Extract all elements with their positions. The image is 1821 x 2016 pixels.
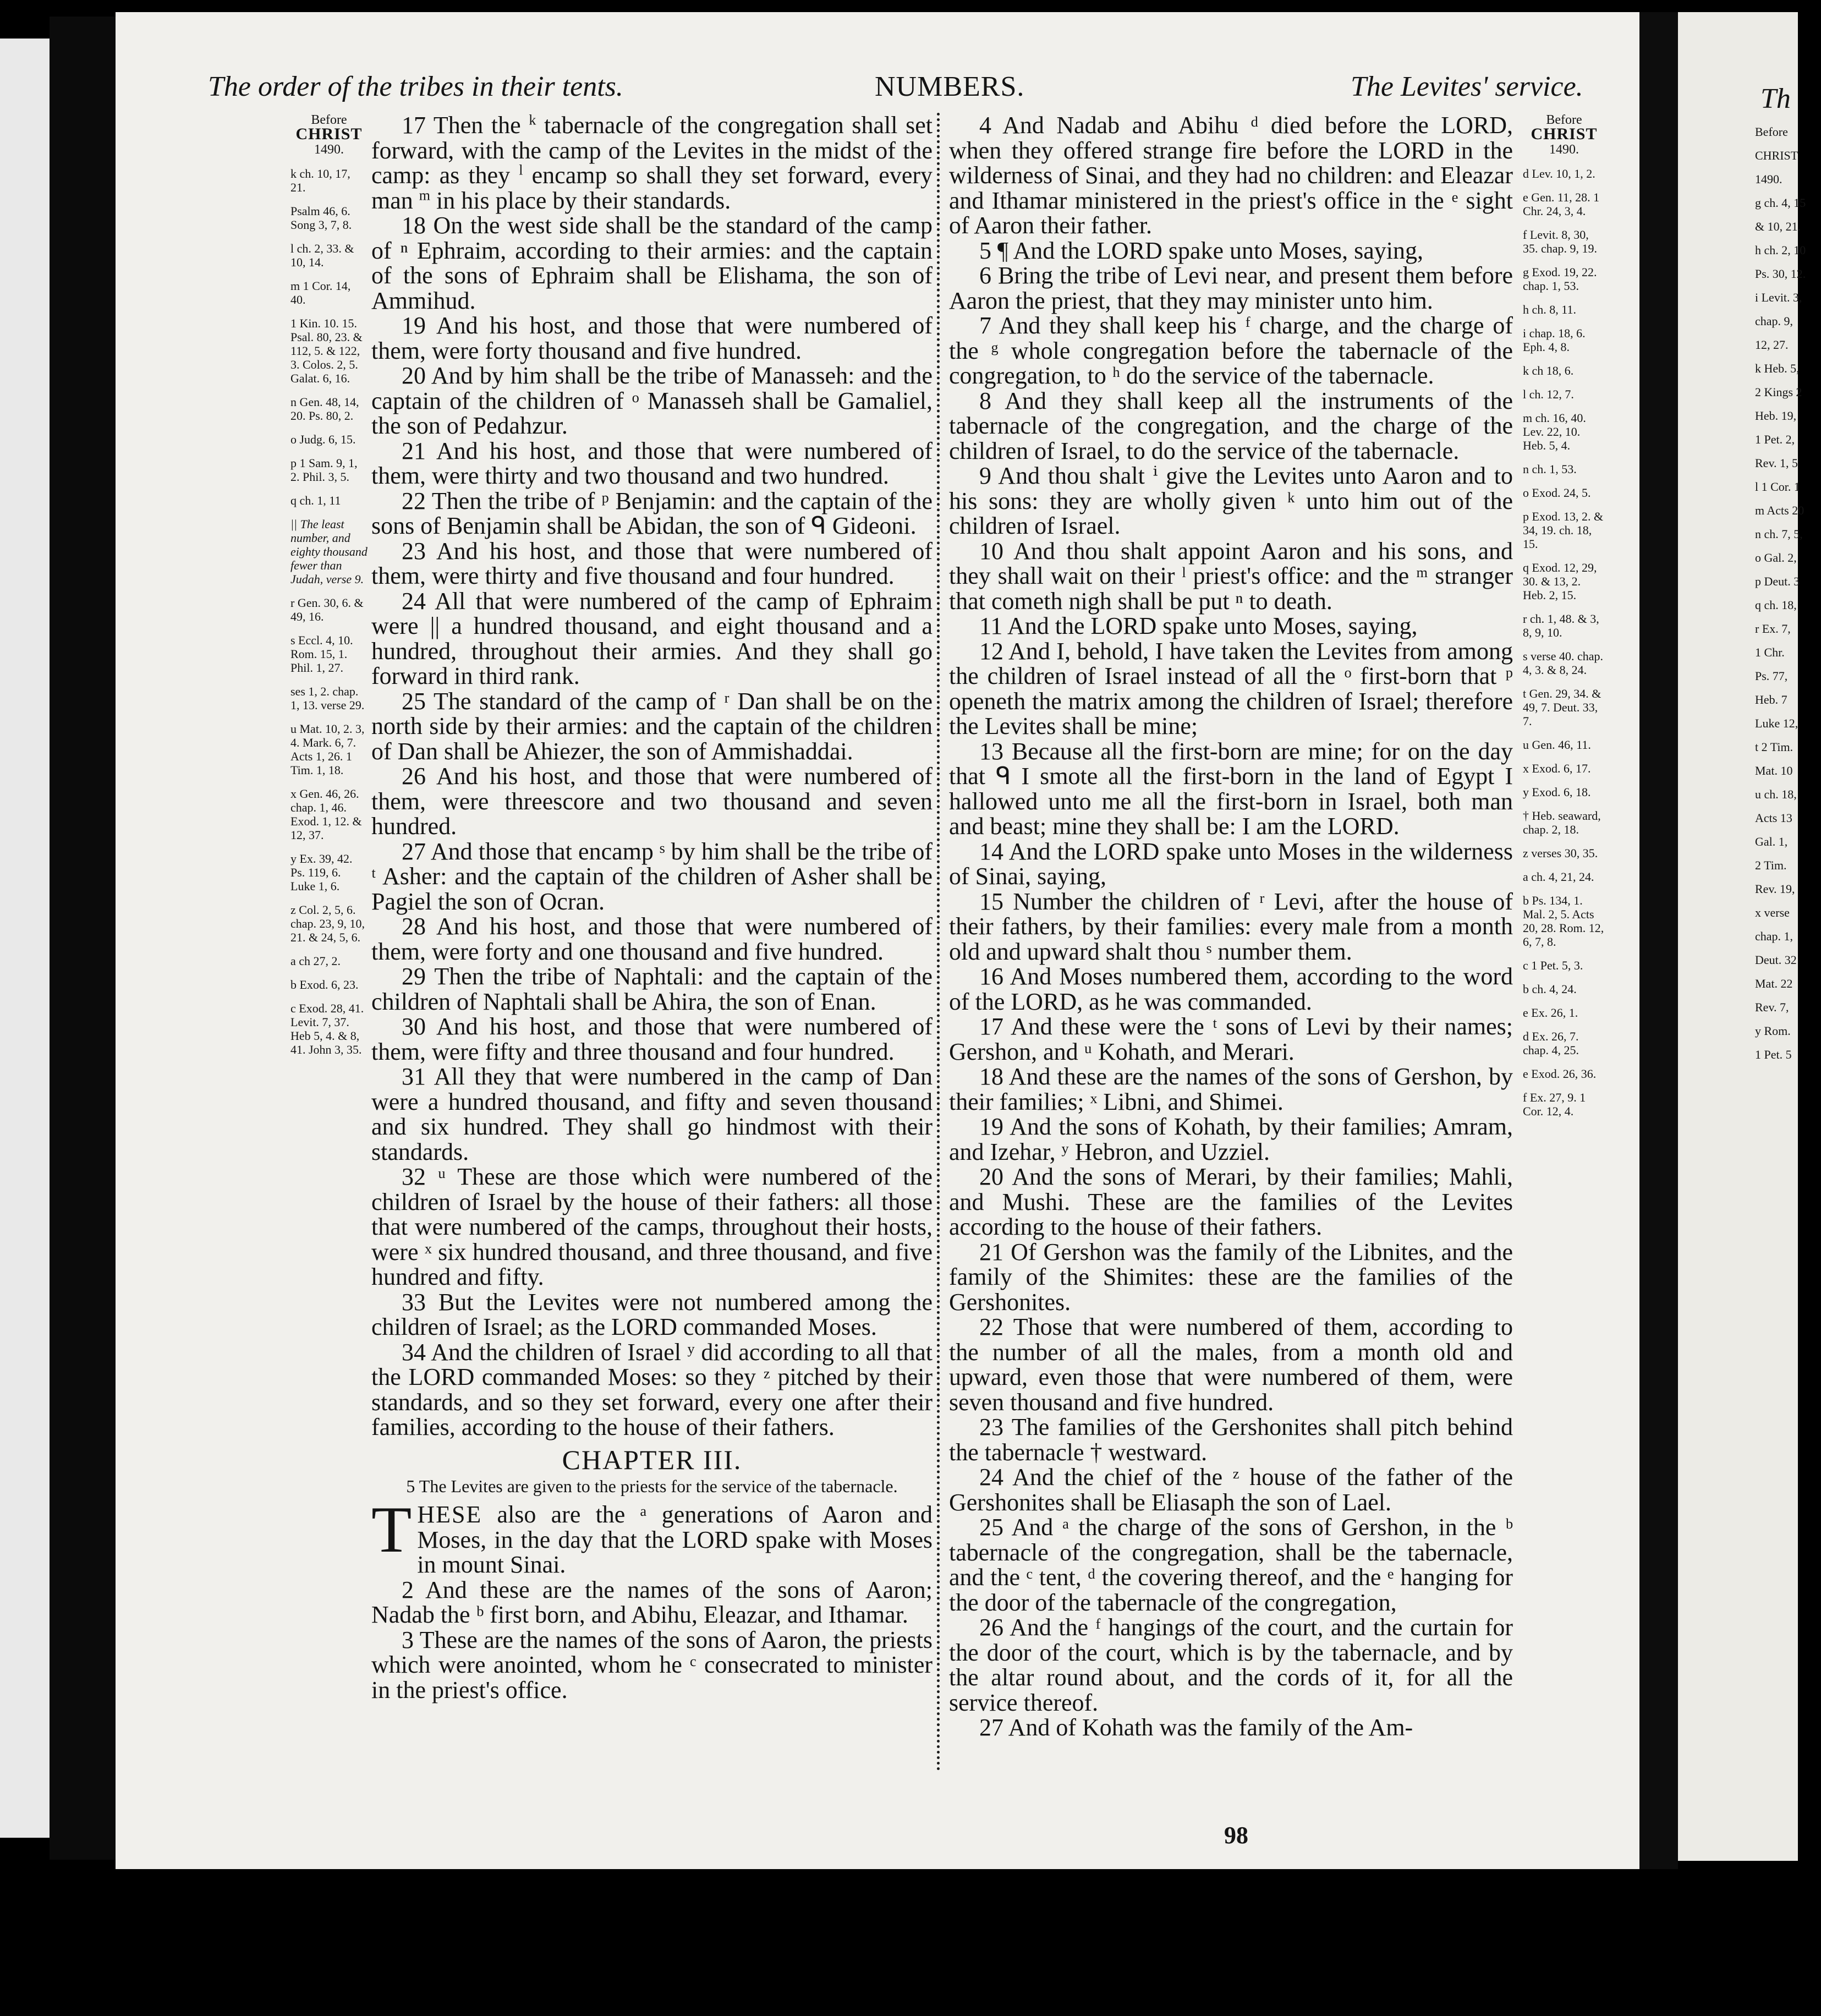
left-margin-notes (290, 113, 368, 1066)
margin-reference: Before (1755, 125, 1788, 139)
next-page-edge (1678, 12, 1806, 1861)
verse-number: 32 (402, 1163, 426, 1190)
verse-23 (949, 1415, 1513, 1465)
margin-reference: Psalm 46, 6. Song 3, 7, 8. (290, 204, 352, 232)
margin-reference: Gal. 1, (1755, 835, 1788, 848)
verse-22 (949, 1314, 1513, 1415)
margin-reference: 1 Pet. 5 (1755, 1048, 1792, 1061)
column-divider (937, 113, 940, 1772)
margin-reference: 1 Chr. (1755, 645, 1785, 659)
margin-reference: Rev. 1, 5 (1755, 456, 1798, 470)
margin-reference: q ch. 1, 11 (290, 494, 341, 507)
verse-text: And Nadab and Abihu ᵈ died before the LORD, when they offered strange fire before the LORD in the wilderness of Sinai, and they had no children: and Eleazar and Ithamar ministered in the priest's office in the ᵉ sight of Aaron their father. (949, 112, 1513, 239)
verse-number: 25 (979, 1514, 1003, 1541)
verse-number: 24 (402, 587, 426, 615)
margin-reference: s verse 40. chap. 4, 3. & 8, 24. (1523, 649, 1604, 677)
verse-number: 12 (979, 637, 1003, 665)
verse-number: 25 (402, 687, 426, 715)
running-header-right: The Levites' service. (1351, 71, 1583, 102)
binding-shadow (50, 17, 116, 1860)
verse-6 (949, 263, 1513, 313)
verse-text: All they that were numbered in the camp of Dan were a hundred thousand, and fifty and seven thousand and six hundred. They shall go hindmost with their standards. (371, 1063, 933, 1165)
verse-19 (371, 313, 933, 363)
verse-number: 21 (979, 1238, 1003, 1266)
verse-text: Number the children of ʳ Levi, after the house of their fathers, by their families: every male from a month old and upward shalt thou ˢ number them. (949, 888, 1513, 965)
verse-number: 26 (979, 1614, 1003, 1641)
verse-text: The standard of the camp of ʳ Dan shall be on the north side by their armies: and the captain of the children of Dan shall be Ahiezer, the son of Ammishaddai. (371, 687, 933, 765)
margin-reference: o Judg. 6, 15. (290, 432, 356, 446)
verse-33 (371, 1290, 933, 1340)
margin-reference: g Exod. 19, 22. chap. 1, 53. (1523, 265, 1597, 293)
verse-7 (949, 313, 1513, 388)
verse-20 (949, 1164, 1513, 1240)
next-page-margin-notes (1755, 125, 1821, 1071)
margin-reference: Ps. 30, 12. (1755, 267, 1806, 281)
verse-number: 17 (979, 1013, 1003, 1040)
page-number: 98 (1224, 1822, 1248, 1849)
margin-reference: 2 Kings 2 (1755, 385, 1802, 399)
margin-reference-list (290, 167, 368, 1056)
margin-reference: 1 Kin. 10. 15. Psal. 80, 23. & 112, 5. & 122, 3. Colos. 2, 5. Galat. 6, 16. (290, 316, 363, 385)
verse-17 (371, 113, 933, 213)
verse-number: 19 (402, 312, 426, 339)
margin-reference: a ch. 4, 21, 24. (1523, 870, 1594, 884)
verse-number: 18 (402, 212, 426, 239)
right-margin-notes (1523, 113, 1605, 1128)
verse-text: And Moses numbered them, according to the word of the LORD, as he was commanded. (949, 963, 1513, 1015)
verse-13 (949, 739, 1513, 839)
margin-reference: d Ex. 26, 7. chap. 4, 25. (1523, 1029, 1579, 1057)
verse-26 (371, 764, 933, 839)
verse-number: 5 (979, 237, 991, 264)
verse-21 (371, 439, 933, 489)
verse-number: 11 (979, 612, 1003, 639)
margin-reference: u ch. 18, (1755, 787, 1797, 801)
margin-reference: t 2 Tim. (1755, 740, 1793, 754)
verse-29 (371, 964, 933, 1014)
verse-text: And these were the ᵗ sons of Levi by their names; Gershon, and ᵘ Kohath, and Merari. (949, 1013, 1513, 1065)
verse-number: 19 (979, 1113, 1003, 1140)
verse-25 (371, 689, 933, 764)
previous-page-edge (0, 39, 50, 1838)
verse-list (371, 1577, 933, 1703)
margin-reference: m Acts 20 (1755, 503, 1804, 517)
margin-reference: 1490. (1755, 172, 1782, 186)
cross-reference-mark: l (519, 162, 523, 178)
margin-reference: m ch. 16, 40. Lev. 22, 10. Heb. 5, 4. (1523, 411, 1586, 452)
era-marker: Before CHRIST 1490. (1531, 113, 1598, 157)
margin-reference: l 1 Cor. 1 (1755, 480, 1800, 494)
margin-reference: q ch. 18, (1755, 598, 1797, 612)
running-header-left: The order of the tribes in their tents. (208, 71, 623, 102)
verse-text: And the ᶠ hangings of the court, and the curtain for the door of the court, which is by the tabernacle, and by the altar round about, and the cords of it, for all the service thereof. (949, 1614, 1513, 1716)
verse-text: Those that were numbered of them, according to the number of all the males, from a month old and upward, even those that were numbered of them, were seven thousand and five hundred. (949, 1313, 1513, 1416)
verse-24 (371, 589, 933, 689)
verse-text: The families of the Gershonites shall pitch behind the tabernacle † westward. (949, 1414, 1513, 1466)
margin-reference: z verses 30, 35. (1523, 846, 1598, 860)
verse-number: 6 (979, 262, 991, 289)
verse-text: And the sons of Kohath, by their families; Amram, and Izehar, ʸ Hebron, and Uzziel. (949, 1113, 1513, 1165)
margin-reference: m 1 Cor. 14, 40. (290, 279, 351, 306)
verse-number: 9 (979, 462, 991, 489)
verse-number: 13 (979, 737, 1003, 765)
margin-reference: r ch. 1, 48. & 3, 8, 9, 10. (1523, 612, 1599, 639)
verse-text: tabernacle of the congregation shall set forward, with the camp of the Levites in the midst of the camp: as they (371, 112, 933, 189)
verse-number: 23 (979, 1414, 1003, 1440)
margin-reference: q Exod. 12, 29, 30. & 13, 2. Heb. 2, 15. (1523, 561, 1597, 602)
verse-list (949, 113, 1513, 1740)
running-header-book: NUMBERS. (875, 71, 1025, 102)
verse-number: 20 (402, 362, 426, 389)
verse-number: 17 (402, 112, 426, 139)
verse-number: 3 (402, 1626, 414, 1653)
margin-reference: ses 1, 2. chap. 1, 13. verse 29. (290, 684, 365, 712)
margin-reference: x Gen. 46, 26. chap. 1, 46. Exod. 1, 12. & 12, 37. (290, 787, 362, 842)
verse-text: And his host, and those that were numbered of them, were forty thousand and five hundred. (371, 312, 933, 364)
verse-4 (949, 113, 1513, 238)
cross-reference-mark: m (419, 187, 430, 203)
verse-number: 24 (979, 1464, 1003, 1491)
verse-3 (371, 1628, 933, 1703)
margin-reference: Heb. 7 (1755, 693, 1787, 706)
verse-text: And by him shall be the tribe of Manasseh: and the captain of the children of ᵒ Manasseh shall be Gamaliel, the son of Pedahzur. (371, 362, 933, 439)
verse-text: And these are the names of the sons of Gershon, by their families; ˣ Libni, and Shimei. (949, 1063, 1513, 1115)
verse-number: 27 (402, 837, 426, 865)
era-marker: Before CHRIST 1490. (295, 113, 363, 157)
page-gutter (1639, 12, 1678, 1869)
margin-reference: i chap. 18, 6. Eph. 4, 8. (1523, 326, 1586, 354)
verse-number: 16 (979, 963, 1003, 990)
verse-number: 2 (402, 1576, 414, 1603)
margin-reference: † Heb. seaward, chap. 2, 18. (1523, 809, 1601, 836)
verse-22 (371, 489, 933, 539)
margin-reference: h ch. 2, 10 (1755, 243, 1806, 257)
margin-reference: y Exod. 6, 18. (1523, 785, 1591, 799)
verse-text: Then the tribe of Naphtali: and the captain of the children of Naphtali shall be Ahira, the son of Enan. (371, 963, 933, 1015)
verse-number: 29 (402, 963, 426, 990)
verse-text: And his host, and those that were numbered of them, were thirty and two thousand and two hundred. (371, 437, 933, 489)
verse-text: And his host, and those that were numbered of them, were thirty and five thousand and four hundred. (371, 537, 933, 589)
margin-reference: 2 Tim. (1755, 858, 1787, 872)
verse-number: 31 (402, 1063, 426, 1090)
margin-reference: i Levit. 3, (1755, 291, 1802, 304)
margin-reference: Luke 12, (1755, 716, 1798, 730)
margin-reference: c Exod. 28, 41. Levit. 7, 37. Heb 5, 4. & 8, 41. John 3, 35. (290, 1001, 364, 1056)
margin-reference: b Ps. 134, 1. Mal. 2, 5. Acts 20, 28. Rom. 12, 6, 7, 8. (1523, 894, 1604, 949)
verse-number: 4 (979, 112, 991, 139)
margin-reference: p Exod. 13, 2. & 34, 19. ch. 18, 15. (1523, 510, 1604, 551)
verse-15 (949, 889, 1513, 965)
verse-number: 8 (979, 387, 991, 414)
verse-11 (949, 613, 1513, 639)
verse-text: And they shall keep his ᶠ charge, and the charge of the ᵍ whole congregation before the tabernacle of the congregation, to ʰ do the service of the tabernacle. (949, 312, 1513, 389)
text-column-left (371, 113, 933, 1702)
verse-17 (949, 1014, 1513, 1064)
margin-reference: f Levit. 8, 30, 35. chap. 9, 19. (1523, 228, 1598, 255)
margin-reference: 12, 27. (1755, 338, 1789, 352)
verse-list (371, 113, 933, 1440)
margin-reference: c 1 Pet. 5, 3. (1523, 958, 1583, 972)
verse-12 (949, 639, 1513, 739)
margin-reference: p 1 Sam. 9, 1, 2. Phil. 3, 5. (290, 456, 358, 484)
margin-reference: b Exod. 6, 23. (290, 978, 359, 991)
verse-text: ᵘ These are those which were numbered of the children of Israel by the house of their fathers: all those that were numbered of the camps, throughout their hosts, were ˣ six hundred thousand, and three thousand, and five hundred and fifty. (371, 1163, 933, 1290)
text-column-right (949, 113, 1513, 1740)
margin-reference: g ch. 4, 15 (1755, 196, 1806, 210)
verse-number: 34 (402, 1338, 426, 1366)
margin-reference: & 10, 21. (1755, 220, 1801, 233)
verse-number: 30 (402, 1013, 426, 1040)
verse-number: 22 (402, 487, 426, 514)
verse-2 (371, 1577, 933, 1628)
verse-number: 22 (979, 1313, 1003, 1340)
margin-reference: y Rom. (1755, 1024, 1791, 1038)
verse-number: 33 (402, 1288, 426, 1316)
verse-text: in his place by their standards. (430, 187, 731, 214)
verse-number: 15 (979, 888, 1003, 915)
margin-reference: CHRIST (1755, 149, 1798, 162)
verse-text: All that were numbered of the camp of Ephraim were || a hundred thousand, and eight thousand and a hundred, throughout their armies. And they shall go forward in third rank. (371, 587, 933, 689)
verse-text: On the west side shall be the standard of the camp of ⁿ Ephraim, according to their armies: and the captain of the sons of Ephraim shall be Elishama, the son of Ammihud. (371, 212, 933, 314)
margin-reference: r Ex. 7, (1755, 622, 1791, 636)
margin-reference: l ch. 12, 7. (1523, 387, 1574, 401)
verse-text: And they shall keep all the instruments of the tabernacle of the congregation, and the charge of the children of Israel, to do the service of the tabernacle. (949, 387, 1513, 464)
margin-reference: Heb. 19, (1755, 409, 1797, 423)
verse-number: 21 (402, 437, 426, 464)
verse-9 (949, 463, 1513, 539)
verse-34 (371, 1340, 933, 1440)
verse-number: 10 (979, 537, 1003, 565)
margin-reference: n Gen. 48, 14, 20. Ps. 80, 2. (290, 395, 359, 423)
margin-reference: p Deut. 3 (1755, 574, 1800, 588)
verse-text: And the children of Israel ʸ did according to all that the LORD commanded Moses: so they ᶻ pitched by their standards, and so they set forward, every one after their families, according to the house of their fathers. (371, 1338, 933, 1440)
verse-23 (371, 539, 933, 589)
verse-31 (371, 1064, 933, 1164)
verse-32 (371, 1164, 933, 1290)
margin-reference: Rev. 7, (1755, 1000, 1789, 1014)
margin-reference: r Gen. 30, 6. & 49, 16. (290, 596, 364, 623)
margin-reference: chap. 9, (1755, 314, 1793, 328)
verse-text: And his host, and those that were numbered of them, were fifty and three thousand and four hundred. (371, 1013, 933, 1065)
chapter-heading: CHAPTER III. (562, 1444, 742, 1475)
margin-reference: a ch 27, 2. (290, 954, 341, 968)
margin-reference: s Eccl. 4, 10. Rom. 15, 1. Phil. 1, 27. (290, 633, 353, 675)
margin-reference: f Ex. 27, 9. 1 Cor. 12, 4. (1523, 1091, 1586, 1118)
verse-18 (371, 213, 933, 313)
verse-text: And his host, and those that were numbered of them, were threescore and two thousand and seven hundred. (371, 763, 933, 840)
verse-number: 28 (402, 913, 426, 940)
verse-text: Then the (433, 112, 529, 139)
verse-text: And I, behold, I have taken the Levites from among the children of Israel instead of all the ᵒ first-born that ᵖ openeth the matrix among the children of Israel; therefore the Levites shall be mine; (949, 637, 1513, 739)
verse-text: And these are the names of the sons of Aaron; Nadab the ᵇ first born, and Abihu, Eleazar, and Ithamar. (371, 1576, 933, 1628)
opening-word: HESE (417, 1501, 482, 1528)
next-page-header: Th (1760, 83, 1791, 114)
verse-number: 20 (979, 1163, 1003, 1190)
margin-reference: Ps. 77, (1755, 669, 1788, 683)
margin-reference: Acts 13 (1755, 811, 1792, 825)
margin-reference: Mat. 22 (1755, 977, 1793, 990)
margin-reference: n ch. 1, 53. (1523, 462, 1577, 476)
margin-reference: h ch. 8, 11. (1523, 303, 1576, 316)
margin-reference: b ch. 4, 24. (1523, 982, 1577, 996)
verse-30 (371, 1014, 933, 1064)
margin-reference: k ch. 10, 17, 21. (290, 167, 350, 194)
verse-number: 26 (402, 763, 426, 790)
verse-14 (949, 839, 1513, 889)
verse-text: And the LORD spake unto Moses, saying, (1007, 612, 1418, 639)
verse-text: Because all the first-born are mine; for on the day that ᑫ I smote all the first-born in the land of Egypt I hallowed unto me all the first-born in Israel, both man and beast; mine they shall be: I am the LORD. (949, 737, 1513, 840)
verse-26 (949, 1615, 1513, 1715)
verse-text: And his host, and those that were numbered of them, were forty and one thousand and five hundred. (371, 913, 933, 965)
margin-reference: l ch. 2, 33. & 10, 14. (290, 242, 354, 269)
verse-10 (949, 539, 1513, 614)
margin-reference: e Gen. 11, 28. 1 Chr. 24, 3, 4. (1523, 190, 1600, 218)
verse-number: 14 (979, 837, 1003, 865)
verse-25 (949, 1515, 1513, 1615)
margin-reference: u Gen. 46, 11. (1523, 738, 1591, 752)
verse-text: And thou shalt ⁱ give the Levites unto Aaron and to his sons: they are wholly given ᵏ unto him out of the children of Israel. (949, 462, 1513, 539)
margin-reference: n ch. 7, 5, (1755, 527, 1803, 541)
margin-reference: u Mat. 10, 2. 3, 4. Mark. 6, 7. Acts 1, 26. 1 Tim. 1, 18. (290, 722, 365, 777)
verse-text: But the Levites were not numbered among the children of Israel; as the LORD commanded Moses. (371, 1288, 933, 1340)
opening-verse-text: also are the ᵃ generations of Aaron and Moses, in the day that the LORD spake with Moses in mount Sinai. (417, 1501, 933, 1578)
verse-text: ¶ And the LORD spake unto Moses, saying, (997, 237, 1423, 264)
verse-text: And ᵃ the charge of the sons of Gershon, in the ᵇ tabernacle of the congregation, shall be the tabernacle, and the ᶜ tent, ᵈ the covering thereof, and the ᵉ hanging for the door of the tabernacle of the congregation, (949, 1514, 1513, 1616)
verse-text: Of Gershon was the family of the Libnites, and the family of the Shimites: these are the families of the Gershonites. (949, 1238, 1513, 1316)
verse-text: And of Kohath was the family of the Am- (1008, 1714, 1413, 1741)
verse-text: Bring the tribe of Levi near, and present them before Aaron the priest, that they may minister unto him. (949, 262, 1513, 314)
margin-reference: o Gal. 2, (1755, 551, 1797, 565)
margin-reference: || The least number, and eighty thousand fewer than Judah, verse 9. (290, 517, 368, 586)
margin-reference: Deut. 32 (1755, 953, 1797, 967)
verse-number: 23 (402, 537, 426, 565)
verse-24 (949, 1465, 1513, 1515)
cross-reference-mark: k (529, 112, 536, 128)
verse-text: encamp so shall they set forward, every man (371, 162, 933, 214)
margin-reference: o Exod. 24, 5. (1523, 486, 1591, 500)
verse-text: And those that encamp ˢ by him shall be the tribe of ᵗ Asher: and the captain of the children of Asher shall be Pagiel the son of Ocran. (371, 837, 933, 915)
verse-number: 7 (979, 312, 991, 339)
verse-19 (949, 1114, 1513, 1164)
margin-reference: x verse (1755, 906, 1790, 919)
verse-28 (371, 914, 933, 964)
margin-reference-list (1523, 167, 1605, 1118)
margin-reference: y Ex. 39, 42. Ps. 119, 6. Luke 1, 6. (290, 852, 353, 893)
drop-cap: T (371, 1493, 412, 1566)
margin-reference: x Exod. 6, 17. (1523, 762, 1591, 775)
verse-number: 18 (979, 1063, 1003, 1090)
chapter-opening-verse (371, 1493, 933, 1578)
margin-reference: chap. 1, (1755, 929, 1793, 943)
margin-reference: Rev. 19, (1755, 882, 1795, 896)
verse-text: Then the tribe of ᵖ Benjamin: and the captain of the sons of Benjamin shall be Abidan, the son of ᑫ Gideoni. (371, 487, 933, 539)
verse-27 (371, 839, 933, 914)
margin-reference: e Ex. 26, 1. (1523, 1006, 1578, 1020)
verse-27 (949, 1715, 1513, 1740)
verse-text: And the chief of the ᶻ house of the father of the Gershonites shall be Eliasaph the son of Lael. (949, 1464, 1513, 1516)
margin-reference: k ch 18, 6. (1523, 364, 1574, 377)
verse-16 (949, 964, 1513, 1014)
verse-21 (949, 1240, 1513, 1315)
verse-8 (949, 388, 1513, 464)
verse-5 (949, 238, 1513, 264)
verse-text: These are the names of the sons of Aaron, the priests which were anointed, whom he ᶜ consecrated to minister in the priest's office. (371, 1626, 933, 1703)
verse-text: And the LORD spake unto Moses in the wilderness of Sinai, saying, (949, 837, 1513, 890)
margin-reference: e Exod. 26, 36. (1523, 1067, 1597, 1081)
margin-reference: k Heb. 5, (1755, 361, 1800, 375)
verse-number: 27 (979, 1714, 1003, 1741)
verse-20 (371, 363, 933, 439)
verse-text: And thou shalt appoint Aaron and his sons, and they shall wait on their ˡ priest's office: and the ᵐ stranger that cometh nigh shall be put ⁿ to death. (949, 537, 1513, 615)
margin-reference: d Lev. 10, 1, 2. (1523, 167, 1595, 180)
chapter-summary: 5 The Levites are given to the priests for the service of the tabernacle. (406, 1476, 898, 1496)
margin-reference: 1 Pet. 2, (1755, 432, 1795, 446)
margin-reference: t Gen. 29, 34. & 49, 7. Deut. 33, 7. (1523, 687, 1601, 728)
verse-text: And the sons of Merari, by their families; Mahli, and Mushi. These are the families of the Levites according to the house of their fathers. (949, 1163, 1513, 1240)
verse-18 (949, 1064, 1513, 1114)
margin-reference: z Col. 2, 5, 6. chap. 23, 9, 10, 21. & 24, 5, 6. (290, 903, 365, 944)
margin-reference: Mat. 10 (1755, 764, 1793, 777)
